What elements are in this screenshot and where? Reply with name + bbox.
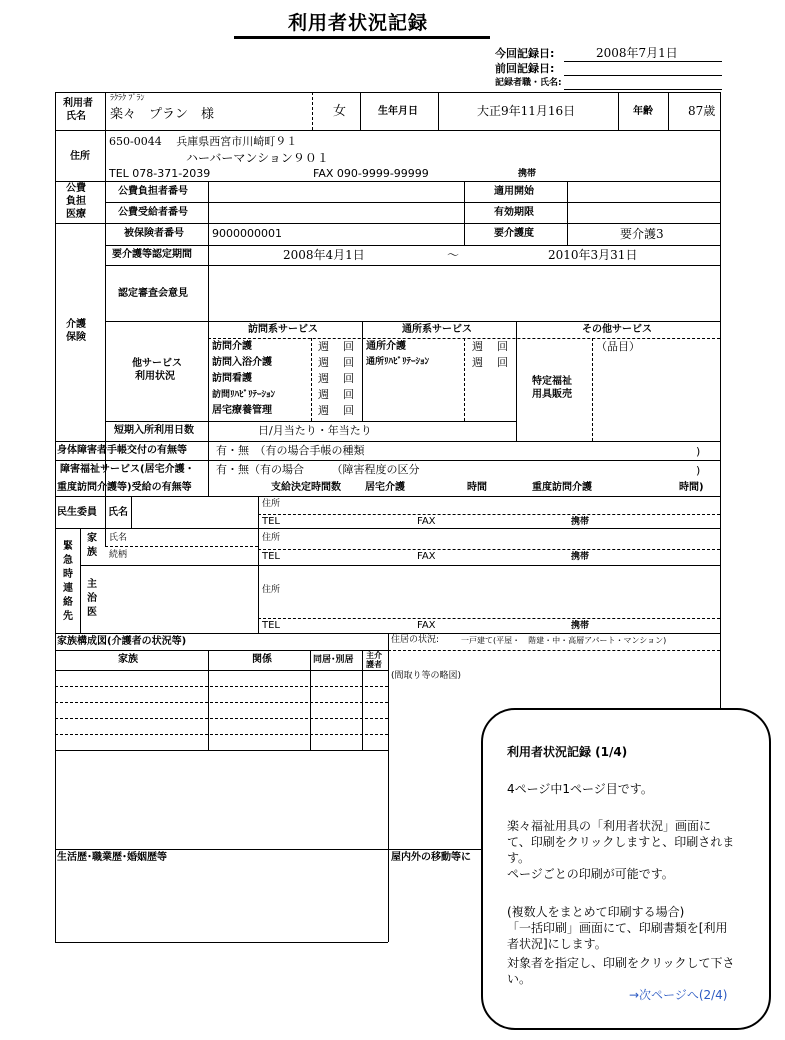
- user-label-l1: 利用者: [63, 98, 93, 109]
- emergency-char: 絡: [63, 597, 73, 608]
- next-page-link[interactable]: →次ページへ(2/4): [629, 988, 728, 1002]
- age-divider: [618, 92, 619, 130]
- col-line: [208, 441, 209, 496]
- welfare-close: ): [696, 464, 701, 477]
- family-fax: FAX: [417, 551, 436, 562]
- handbook-close: ): [696, 445, 701, 458]
- public-label-l3: 医療: [66, 209, 86, 220]
- row-line: [55, 181, 720, 182]
- address-tel: TEL 078-371-2039: [109, 167, 211, 180]
- public-valid-label: 有効期限: [494, 207, 534, 218]
- other-services-l1: 他サービス: [132, 358, 182, 369]
- row-line-dashed: [258, 549, 720, 550]
- col-line: [131, 496, 132, 528]
- family-address-label: 住所: [262, 533, 281, 543]
- help-popup: [481, 708, 771, 1030]
- visit-item: 訪問介護: [212, 341, 252, 352]
- insurance-label-l2: 保険: [66, 332, 86, 343]
- recorder-line: [564, 89, 722, 90]
- recorder-label: 記録者職・氏名:: [495, 78, 562, 88]
- family-char: 族: [87, 547, 97, 558]
- period-tilde: ～: [447, 248, 460, 262]
- times-label: 回: [343, 356, 354, 369]
- row-line: [55, 460, 720, 461]
- mobility-label: 屋内外の移動等に: [391, 852, 471, 863]
- row-line-dashed: [55, 718, 388, 719]
- public-payer-label: 公費負担者番号: [118, 186, 188, 197]
- this-record-line: [564, 61, 722, 62]
- col-line: [208, 265, 209, 321]
- popup-text: (複数人をまとめて印刷する場合): [507, 905, 685, 919]
- period-label: 要介護等認定期間: [112, 249, 192, 260]
- address-fax: FAX 090-9999-99999: [313, 167, 429, 180]
- row-line: [55, 130, 720, 131]
- row-line: [55, 528, 720, 529]
- home-care: 居宅介護: [365, 482, 405, 493]
- age-label: 年齢: [633, 106, 653, 117]
- care-level-label: 要介護度: [494, 228, 534, 239]
- row-line: [105, 245, 720, 246]
- visit-item: 訪問入浴介護: [212, 357, 272, 368]
- family-tel: TEL: [262, 551, 280, 562]
- birth-value-divider: [438, 92, 439, 130]
- row-line: [55, 942, 388, 943]
- week-label: 週: [318, 404, 329, 417]
- emergency-char: 急: [63, 555, 73, 566]
- col-line: [208, 181, 209, 245]
- welfare-value: 有・無（有の場合 （障害程度の区分: [216, 463, 420, 476]
- popup-text: 4ページ中1ページ目です。: [507, 782, 653, 796]
- severe-visit: 重度訪問介護: [532, 482, 592, 493]
- commissioner-tel: TEL: [262, 516, 280, 527]
- col-line: [208, 321, 209, 441]
- doctor-char: 医: [87, 607, 97, 618]
- week-label: 週: [472, 356, 483, 369]
- row-line: [55, 441, 720, 442]
- col-line: [464, 181, 465, 245]
- age-value-divider: [668, 92, 669, 130]
- care-level-value: 要介護3: [620, 227, 664, 241]
- emergency-char: 先: [63, 611, 73, 622]
- user-sex: 女: [333, 104, 347, 119]
- row-line-dashed: [55, 702, 388, 703]
- opinion-label: 認定審査会意見: [118, 288, 188, 299]
- emergency-char: 緊: [63, 541, 73, 552]
- popup-text: い。: [507, 972, 532, 986]
- row-line-dashed: [105, 546, 258, 547]
- row-line: [105, 265, 720, 266]
- title-underline: [234, 36, 490, 39]
- col-cohab: 同居･別居: [313, 655, 354, 665]
- commute-item: 通所介護: [366, 341, 406, 352]
- handbook-label: 身体障害者手帳交付の有無等: [57, 445, 187, 456]
- row-line: [55, 750, 388, 751]
- history-label: 生活歴･職業歴･婚姻歴等: [57, 852, 167, 863]
- col-family: 家族: [118, 654, 138, 665]
- housing-value: 一戸建て(平屋・ 階建・中・高層アパート・マンション): [461, 636, 667, 645]
- times-label: 回: [343, 404, 354, 417]
- user-name: 楽々 プラン 様: [110, 107, 215, 122]
- age-value: 87歳: [688, 104, 716, 118]
- visit-item: 居宅療養管理: [212, 405, 272, 416]
- emergency-char: 時: [63, 569, 73, 580]
- row-line-dashed: [258, 618, 720, 619]
- hours-2: 時間): [679, 482, 704, 493]
- popup-text: ページごとの印刷が可能です。: [507, 867, 674, 881]
- short-stay-label: 短期入所利用日数: [114, 425, 194, 436]
- doctor-address-label: 住所: [262, 585, 281, 595]
- col-line: [388, 633, 389, 942]
- commute-item: 通所ﾘﾊﾋﾞﾘﾃｰｼｮﾝ: [366, 357, 430, 367]
- emergency-char: 連: [63, 583, 73, 594]
- popup-text: 対象者を指定し、印刷をクリックして下さ: [507, 956, 735, 970]
- sex-birth-divider: [360, 92, 361, 130]
- page-title: 利用者状況記録: [288, 12, 429, 34]
- prev-record-line: [564, 75, 722, 76]
- item-label: （品目）: [596, 340, 640, 353]
- address-label: 住所: [70, 151, 90, 162]
- week-label: 週: [472, 340, 483, 353]
- week-label: 週: [318, 388, 329, 401]
- public-start-label: 適用開始: [494, 186, 534, 197]
- name-sex-divider: [312, 92, 313, 130]
- address-line1: 650-0044 兵庫県西宮市川崎町９１: [109, 135, 298, 148]
- family-chart-label: 家族構成図(介護者の状況等): [57, 636, 187, 647]
- row-line-dashed: [388, 650, 720, 651]
- times-label: 回: [497, 340, 508, 353]
- user-furigana: ﾗｸﾗｸ ﾌﾟﾗﾝ: [110, 93, 145, 102]
- hours-1: 時間: [467, 482, 487, 493]
- public-label-l1: 公費: [66, 183, 86, 194]
- user-label-l2: 氏名: [66, 111, 86, 122]
- left-label-divider: [105, 92, 106, 546]
- other-header: その他サービス: [582, 324, 652, 335]
- visit-item: 訪問ﾘﾊﾋﾞﾘﾃｰｼｮﾝ: [212, 390, 276, 400]
- public-label-l2: 負担: [66, 196, 86, 207]
- family-name-label: 氏名: [109, 533, 128, 543]
- popup-text: す。: [507, 851, 531, 865]
- row-line: [105, 321, 720, 322]
- row-line-dashed: [55, 734, 388, 735]
- row-line: [105, 202, 720, 203]
- address-mobile-label: 携帯: [518, 169, 537, 179]
- row-line: [55, 670, 388, 671]
- row-line: [55, 496, 720, 497]
- col-line: [208, 245, 209, 265]
- col-main-l2: 護者: [366, 660, 382, 669]
- other-services-l2: 利用状況: [135, 371, 175, 382]
- popup-title: 利用者状況記録 (1/4): [507, 745, 628, 759]
- popup-text: 「一括印刷」画面にて、印刷書類を[利用: [507, 921, 728, 935]
- visit-item: 訪問看護: [212, 373, 252, 384]
- col-line: [516, 321, 517, 441]
- popup-text: 楽々福祉用具の「利用者状況」画面に: [507, 819, 712, 833]
- doctor-char: 治: [87, 593, 97, 604]
- col-main-l1: 主介: [366, 651, 382, 660]
- period-from: 2008年4月1日: [283, 248, 365, 262]
- family-mobile: 携帯: [571, 552, 590, 562]
- popup-text: 者状況]にします。: [507, 937, 607, 951]
- this-record-label: 今回記録日:: [495, 47, 555, 60]
- doctor-char: 主: [87, 579, 97, 590]
- row-line: [55, 223, 720, 224]
- times-label: 回: [343, 372, 354, 385]
- row-line: [55, 650, 388, 651]
- family-rel-label: 続柄: [109, 550, 128, 560]
- this-record-value: 2008年7月1日: [596, 46, 678, 60]
- prev-record-label: 前回記録日:: [495, 62, 555, 75]
- col-line-dashed: [311, 338, 312, 421]
- family-char: 家: [87, 533, 97, 544]
- week-label: 週: [318, 340, 329, 353]
- col-line: [310, 650, 311, 750]
- col-line: [362, 650, 363, 750]
- row-line-dashed: [55, 686, 388, 687]
- welfare-label-l1: 障害福祉サービス(居宅介護・: [60, 464, 195, 475]
- insured-value: 9000000001: [212, 227, 282, 240]
- housing-label: 住居の状況:: [391, 635, 440, 645]
- birth-value: 大正9年11月16日: [477, 104, 576, 118]
- visit-header: 訪問系サービス: [248, 324, 318, 335]
- row-line-dashed: [258, 514, 720, 515]
- insurance-label-l1: 介護: [66, 319, 86, 330]
- handbook-value: 有・無 （有の場合手帳の種類: [216, 444, 365, 457]
- popup-text: て、印刷をクリックしますと、印刷されま: [507, 835, 735, 849]
- col-line: [567, 181, 568, 245]
- decided-hours: 支給決定時間数: [271, 482, 341, 493]
- welfare-sale-l1: 特定福祉: [532, 376, 572, 387]
- welfare-sale-l2: 用具販売: [532, 389, 572, 400]
- public-recipient-label: 公費受給者番号: [118, 207, 188, 218]
- week-label: 週: [318, 372, 329, 385]
- commissioner-fax: FAX: [417, 516, 436, 527]
- short-stay-value: 日/月当たり・年当たり: [258, 424, 372, 437]
- doctor-mobile: 携帯: [571, 621, 590, 631]
- times-label: 回: [343, 388, 354, 401]
- insured-label: 被保険者番号: [124, 228, 184, 239]
- times-label: 回: [497, 356, 508, 369]
- col-line: [362, 321, 363, 421]
- week-label: 週: [318, 356, 329, 369]
- welfare-label-l2: 重度訪問介護等)受給の有無等: [57, 482, 192, 493]
- doctor-tel: TEL: [262, 620, 280, 631]
- times-label: 回: [343, 340, 354, 353]
- birth-label: 生年月日: [378, 106, 418, 117]
- period-to: 2010年3月31日: [548, 248, 638, 262]
- col-line: [80, 528, 81, 633]
- layout-label: (間取り等の略図): [391, 671, 462, 681]
- col-line: [208, 650, 209, 750]
- doctor-fax: FAX: [417, 620, 436, 631]
- address-line2: ハーバーマンション９０１: [186, 151, 329, 165]
- commissioner-address-label: 住所: [262, 499, 281, 509]
- commissioner-label: 民生委員: [57, 507, 97, 518]
- commute-header: 通所系サービス: [402, 324, 472, 335]
- commissioner-mobile: 携帯: [571, 517, 590, 527]
- col-relation: 関係: [252, 654, 272, 665]
- col-line-dashed: [592, 338, 593, 441]
- col-line-dashed: [464, 338, 465, 421]
- row-line: [105, 421, 516, 422]
- row-line: [80, 565, 720, 566]
- commissioner-name-label: 氏名: [108, 507, 128, 518]
